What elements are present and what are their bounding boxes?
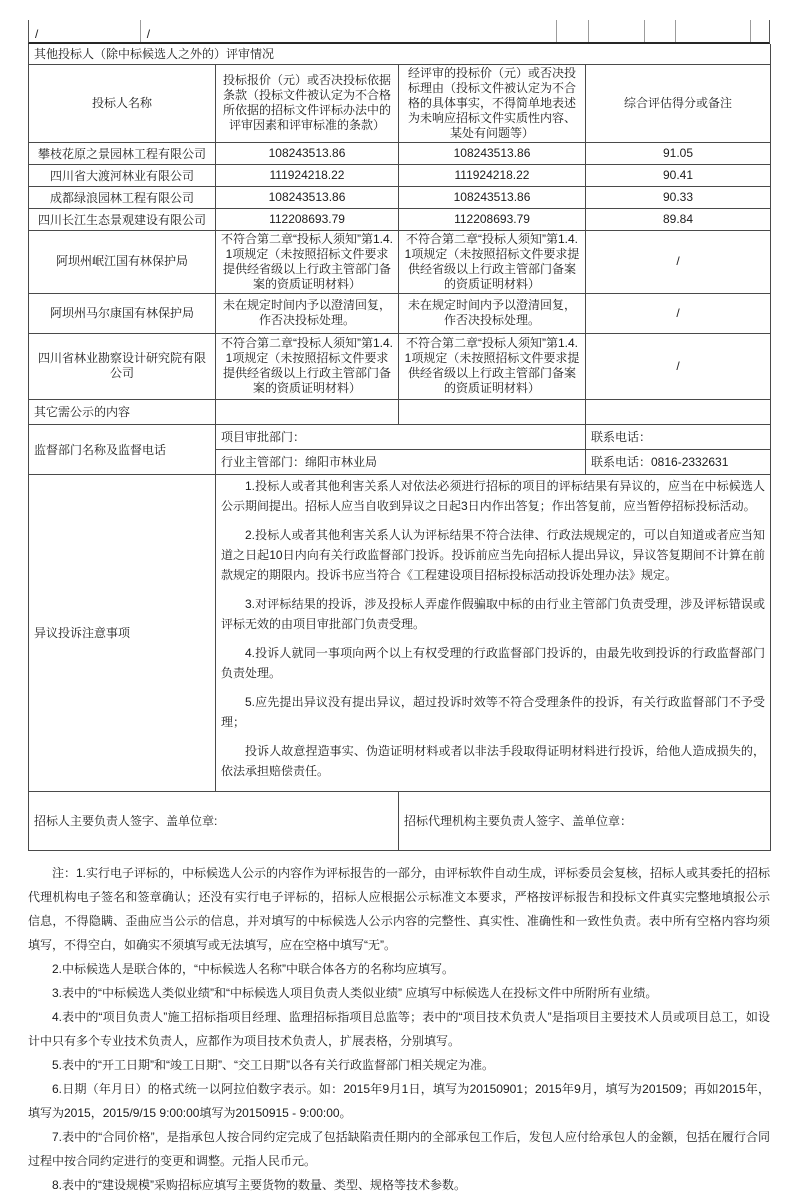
score: 90.41	[586, 164, 771, 186]
table-row	[29, 142, 771, 164]
rejection-reason: 不符合第二章“投标人须知”第1.4.1项规定（未按照招标文件要求提供经省级以上行政主管部门备案的资质证明材料）	[216, 333, 399, 399]
header-bidder-name: 投标人名称	[29, 64, 216, 142]
bid-price: 108243513.86	[216, 142, 399, 164]
truncated-cell: /	[141, 20, 557, 42]
objection-label: 异议投诉注意事项	[29, 474, 216, 791]
note-paragraph: 3.表中的“中标候选人类似业绩”和“中标候选人项目负责人类似业绩” 应填写中标候选人在投标文件中所附所有业绩。	[52, 985, 658, 1000]
score: /	[586, 293, 771, 333]
score: /	[586, 230, 771, 293]
note-paragraph: 7.表中的“合同价格”，是指承包人按合同约定完成了包括缺陷责任期内的全部承包工作后，发包人应付给承包人的金额，包括在履行合同过程中按合同约定进行的变更和调整。元指人民币元。	[28, 1129, 770, 1168]
other-public-label: 其它需公示的内容	[29, 399, 216, 424]
table-row	[29, 333, 771, 399]
objection-paragraph: 投诉人故意捏造事实、伪造证明材料或者以非法手段取得证明材料进行投诉，给他人造成损失的，依法承担赔偿责任。	[221, 743, 766, 778]
approval-dept: 项目审批部门：	[216, 424, 586, 449]
supervision-row	[29, 424, 771, 449]
evaluated-price: 112208693.79	[399, 208, 586, 230]
industry-dept-phone: 联系电话：0816-2332631	[586, 449, 771, 474]
empty-cell	[216, 399, 399, 424]
bidder-name: 四川省林业勘察设计研究院有限公司	[29, 333, 216, 399]
evaluated-price: 111924218.22	[399, 164, 586, 186]
table-row	[29, 186, 771, 208]
table-row	[29, 208, 771, 230]
bidder-name: 四川长江生态景观建设有限公司	[29, 208, 216, 230]
section-title-row	[29, 44, 771, 64]
industry-dept: 行业主管部门：绵阳市林业局	[216, 449, 586, 474]
objection-paragraph: 2.投标人或者其他利害关系人认为评标结果不符合法律、行政法规规定的，可以自知道或者应当知道之日起10日内向有关行政监督部门投诉。投诉前应当先向招标人提出异议，异议答复期间不计算在前款规定的期限内。投诉书应当符合《工程建设项目招标投标活动投诉处理办法》规定。	[221, 527, 766, 582]
bidder-name: 阿坝州马尔康国有林保护局	[29, 293, 216, 333]
score: /	[586, 333, 771, 399]
agency-signature-cell: 招标代理机构主要负责人签字、盖单位章：	[399, 791, 771, 850]
approval-dept-phone: 联系电话：	[586, 424, 771, 449]
objection-content	[216, 474, 771, 791]
note-paragraph: 5.表中的“开工日期”和“竣工日期”、“交工日期”以各有关行政监督部门相关规定为准。	[52, 1057, 494, 1072]
tenderer-signature-cell: 招标人主要负责人签字、盖单位章:	[29, 791, 399, 850]
table-row	[29, 230, 771, 293]
note-paragraph: 6.日期（年月日）的格式统一以阿拉伯数字表示。如：2015年9月1日，填写为20150901；2015年9月，填写为201509；再如2015年，填写为2015，2015/9/15 9:00:00填写为20150915 - 9:00:00。	[28, 1081, 770, 1120]
rejection-reason: 未在规定时间内予以澄清回复，作否决投标处理。	[216, 293, 399, 333]
table-row	[29, 164, 771, 186]
truncated-previous-row	[28, 20, 770, 44]
bid-price: 112208693.79	[216, 208, 399, 230]
truncated-cell	[589, 20, 645, 42]
header-score: 综合评估得分或备注	[586, 64, 771, 142]
objection-paragraph: 5.应先提出异议没有提出异议，超过投诉时效等不符合受理条件的投诉，有关行政监督部门不予受理；	[221, 694, 766, 729]
truncated-cell	[676, 20, 751, 42]
other-public-row	[29, 399, 771, 424]
note-paragraph: 4.表中的“项目负责人”施工招标指项目经理、监理招标指项目总监等；表中的“项目技术负责人”是指项目主要技术人员或项目总工，如设计中只有多个专业技术负责人，应都作为项目技术负责人，扩展表格，分别填写。	[28, 1009, 770, 1048]
rejection-reason: 不符合第二章“投标人须知”第1.4.1项规定（未按照招标文件要求提供经省级以上行政主管部门备案的资质证明材料）	[216, 230, 399, 293]
score: 89.84	[586, 208, 771, 230]
evaluated-price: 108243513.86	[399, 142, 586, 164]
evaluated-price: 108243513.86	[399, 186, 586, 208]
table-row	[29, 293, 771, 333]
publicity-form-sheet	[28, 20, 770, 1197]
bidder-name: 四川省大渡河林业有限公司	[29, 164, 216, 186]
note-paragraph: 8.表中的“建设规模”采购招标应填写主要货物的数量、类型、规格等技术参数。	[52, 1177, 467, 1192]
notes-section	[28, 861, 770, 1197]
note-paragraph: 注：1.实行电子评标的，中标候选人公示的内容作为评标报告的一部分，由评标软件自动生成，评标委员会复核，招标人或其委托的招标代理机构电子签名和签章确认；还没有实行电子评标的，招标人应根据公示标准文本要求，严格按评标报告和投标文件真实完整地填报公示信息，不得隐瞒、歪曲应当公示的信息，并对填写的中标候选人公示内容的完整性、真实性、准确性和一致性负责。表中所有空格内容均须填写，不得空白，如确实不须填写或无法填写，应在空格中填写“无”。	[28, 865, 771, 952]
evaluation-table	[28, 44, 771, 851]
bidder-name: 攀枝花原之景园林工程有限公司	[29, 142, 216, 164]
rejection-reason: 不符合第二章“投标人须知”第1.4.1项规定（未按照招标文件要求提供经省级以上行政主管部门备案的资质证明材料）	[399, 230, 586, 293]
objection-paragraph: 1.投标人或者其他利害关系人对依法必须进行招标的项目的评标结果有异议的，应当在中标候选人公示期间提出。招标人应当自收到异议之日起3日内作出答复；作出答复前，应当暂停招标投标活动。	[221, 478, 766, 513]
objection-paragraph: 4.投诉人就同一事项向两个以上有权受理的行政监督部门投诉的，由最先收到投诉的行政监督部门负责处理。	[221, 645, 766, 680]
note-paragraph: 2.中标候选人是联合体的，“中标候选人名称”中联合体各方的名称均应填写。	[52, 961, 455, 976]
objection-row	[29, 474, 771, 791]
truncated-cell	[557, 20, 590, 42]
truncated-cell	[751, 20, 769, 42]
empty-cell	[586, 399, 771, 424]
bidder-name: 成都绿浪园林工程有限公司	[29, 186, 216, 208]
section-title: 其他投标人（除中标候选人之外的）评审情况	[29, 44, 771, 64]
rejection-reason: 未在规定时间内予以澄清回复，作否决投标处理。	[399, 293, 586, 333]
truncated-cell: /	[29, 20, 141, 42]
signature-row	[29, 791, 771, 850]
supervision-label: 监督部门名称及监督电话	[29, 424, 216, 474]
rejection-reason: 不符合第二章“投标人须知”第1.4.1项规定（未按照招标文件要求提供经省级以上行政主管部门备案的资质证明材料）	[399, 333, 586, 399]
empty-cell	[399, 399, 586, 424]
header-evaluated-price: 经评审的投标价（元）或否决投标理由（投标文件被认定为不合格的具体事实，不得简单地表述为未响应招标文件实质性内容、某处有问题等）	[399, 64, 586, 142]
score: 90.33	[586, 186, 771, 208]
bid-price: 111924218.22	[216, 164, 399, 186]
bidder-name: 阿坝州岷江国有林保护局	[29, 230, 216, 293]
header-bid-price: 投标报价（元）或否决投标依据条款（投标文件被认定为不合格所依据的招标文件评标办法中的评审因素和评审标准的条款）	[216, 64, 399, 142]
objection-paragraph: 3.对评标结果的投诉，涉及投标人弄虚作假骗取中标的由行业主管部门负责受理，涉及评标错误或评标无效的由项目审批部门负责受理。	[221, 596, 766, 631]
truncated-cell	[645, 20, 676, 42]
table-header-row	[29, 64, 771, 142]
score: 91.05	[586, 142, 771, 164]
bid-price: 108243513.86	[216, 186, 399, 208]
